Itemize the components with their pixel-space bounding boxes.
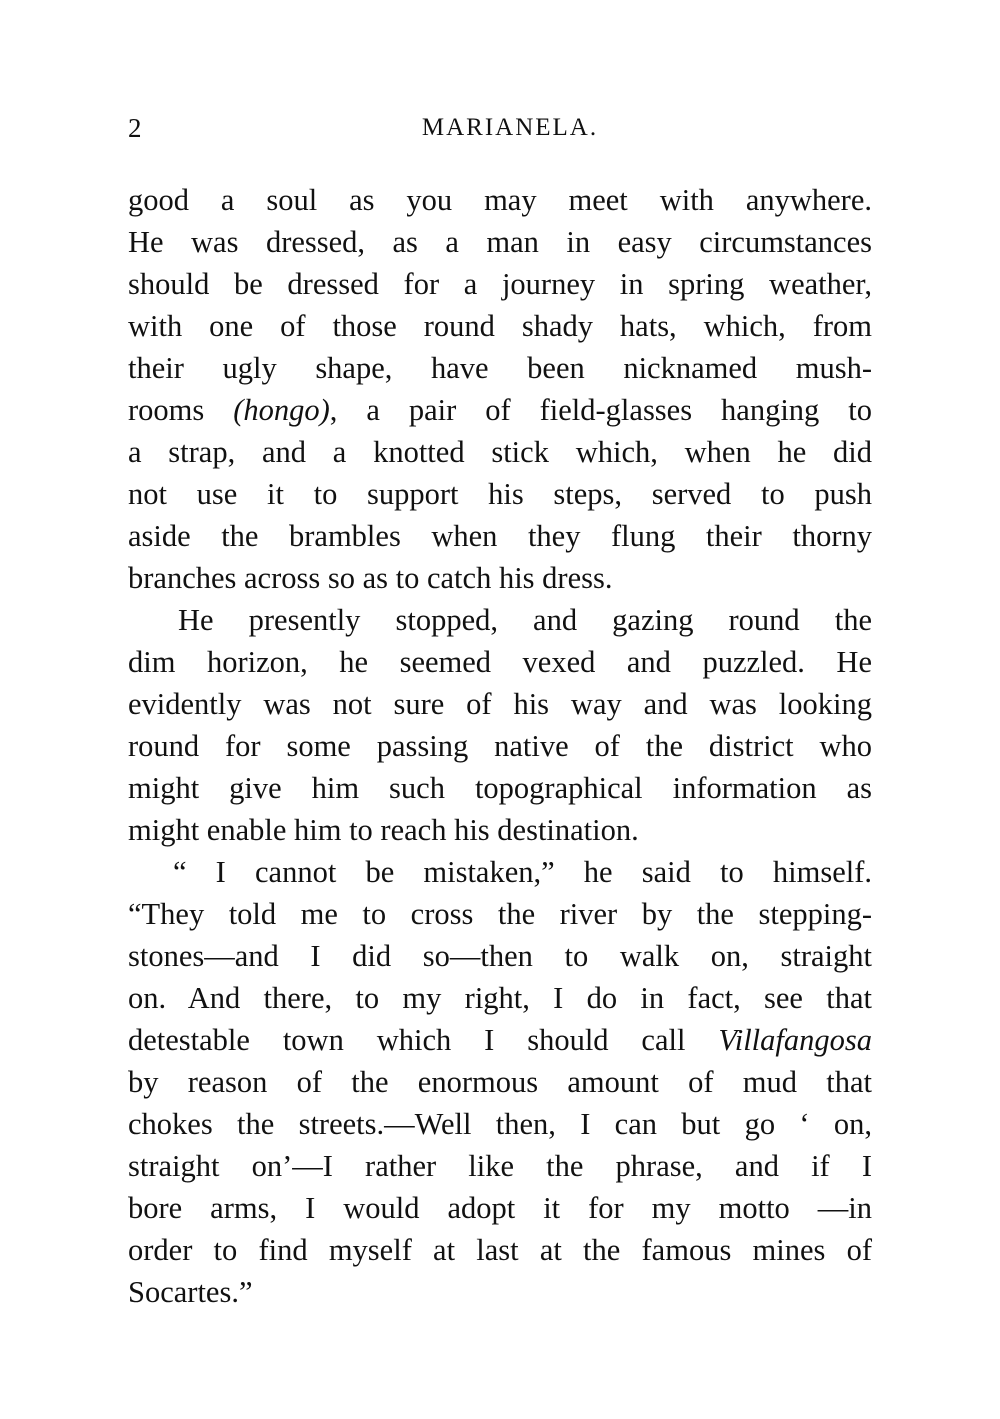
italic-term: (hongo) <box>233 393 330 427</box>
text-line: bore arms, I would adopt it for my motto —in <box>128 1191 872 1225</box>
text-line: rooms (hongo), a pair of field-glasses hanging to <box>128 393 872 427</box>
italic-place-name: Villafangosa <box>718 1023 872 1057</box>
text-line: should be dressed for a journey in spring weather, <box>128 267 872 301</box>
running-title: MARIANELA. <box>421 114 599 141</box>
text-line: on. And there, to my right, I do in fact, see that <box>128 981 872 1015</box>
text-line: aside the brambles when they flung their thorny <box>128 519 872 553</box>
paragraph-end-line: branches across so as to catch his dress. <box>128 561 613 595</box>
text-line: dim horizon, he seemed vexed and puzzled. He <box>128 645 872 679</box>
text-line: not use it to support his steps, served to push <box>128 477 872 511</box>
text-line: good a soul as you may meet with anywhere. <box>128 183 872 217</box>
paragraph-end-line: might enable him to reach his destination. <box>128 813 639 847</box>
text-line: a strap, and a knotted stick which, when he did <box>128 435 872 469</box>
text-line: He was dressed, as a man in easy circumstances <box>128 225 872 259</box>
text-line: with one of those round shady hats, which, from <box>128 309 872 343</box>
paragraph-start-line: He presently stopped, and gazing round the <box>178 603 872 637</box>
text-line: “They told me to cross the river by the stepping- <box>128 897 872 931</box>
text-line: by reason of the enormous amount of mud that <box>128 1065 872 1099</box>
text-line: detestable town which I should call Villafangosa <box>128 1023 872 1057</box>
text-line: stones—and I did so—then to walk on, straight <box>128 939 872 973</box>
text-line: round for some passing native of the district who <box>128 729 872 763</box>
running-head <box>128 110 872 146</box>
text-line: evidently was not sure of his way and was looking <box>128 687 872 721</box>
text-line: their ugly shape, have been nicknamed mush- <box>128 351 872 385</box>
paragraph-start-line: “ I cannot be mistaken,” he said to himself. <box>173 855 872 889</box>
text-line: straight on’—I rather like the phrase, and if I <box>128 1149 872 1183</box>
body-text <box>128 179 872 1313</box>
page-number: 2 <box>128 113 142 143</box>
text-line: order to find myself at last at the famous mines of <box>128 1233 872 1267</box>
paragraph-end-line: Socartes.” <box>128 1275 253 1309</box>
text-line: might give him such topographical information as <box>128 771 872 805</box>
text-line: chokes the streets.—Well then, I can but go ‘ on, <box>128 1107 872 1141</box>
